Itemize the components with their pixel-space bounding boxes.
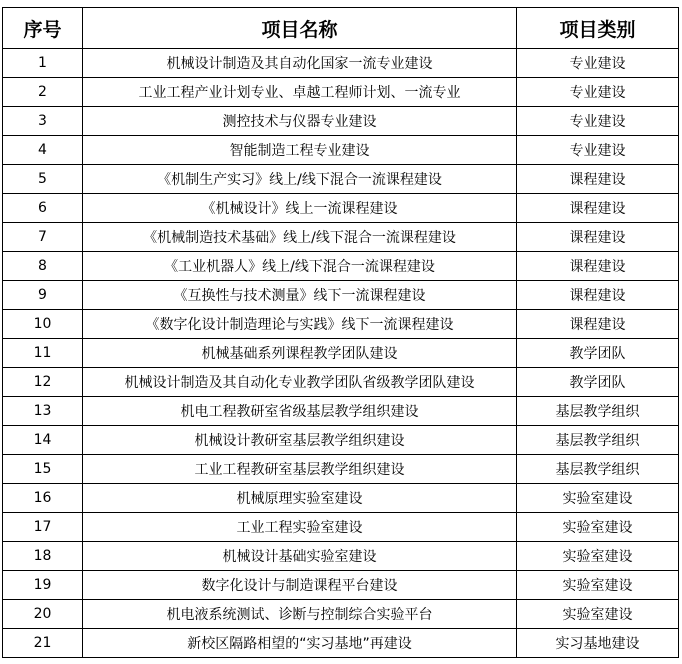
cell-project-category: 实验室建设: [517, 513, 679, 542]
table-row: [3, 136, 679, 165]
cell-project-category: 基层教学组织: [517, 426, 679, 455]
cell-project-name: 工业工程教研室基层教学组织建设: [83, 455, 517, 484]
cell-project-category: 课程建设: [517, 165, 679, 194]
cell-project-category: 基层教学组织: [517, 397, 679, 426]
cell-serial-number: 1: [3, 49, 83, 78]
cell-project-name: 机电液系统测试、诊断与控制综合实验平台: [83, 600, 517, 629]
cell-project-name: 《机械制造技术基础》线上/线下混合一流课程建设: [83, 223, 517, 252]
cell-project-name: 智能制造工程专业建设: [83, 136, 517, 165]
cell-project-name: 《数字化设计制造理论与实践》线下一流课程建设: [83, 310, 517, 339]
cell-project-category: 实验室建设: [517, 542, 679, 571]
table-row: [3, 223, 679, 252]
cell-serial-number: 6: [3, 194, 83, 223]
cell-serial-number: 12: [3, 368, 83, 397]
cell-project-name: 《互换性与技术测量》线下一流课程建设: [83, 281, 517, 310]
cell-serial-number: 5: [3, 165, 83, 194]
cell-project-name: 机械原理实验室建设: [83, 484, 517, 513]
header-project-name: 项目名称: [83, 8, 517, 49]
cell-project-name: 机电工程教研室省级基层教学组织建设: [83, 397, 517, 426]
cell-project-name: 机械设计制造及其自动化专业教学团队省级教学团队建设: [83, 368, 517, 397]
cell-project-name: 工业工程实验室建设: [83, 513, 517, 542]
cell-serial-number: 10: [3, 310, 83, 339]
cell-project-category: 教学团队: [517, 368, 679, 397]
cell-serial-number: 15: [3, 455, 83, 484]
table-row: [3, 252, 679, 281]
table-row: [3, 107, 679, 136]
table-row: [3, 165, 679, 194]
table-row: [3, 426, 679, 455]
table-header-row: [3, 8, 679, 49]
cell-project-name: 《机制生产实习》线上/线下混合一流课程建设: [83, 165, 517, 194]
cell-project-name: 工业工程产业计划专业、卓越工程师计划、一流专业: [83, 78, 517, 107]
cell-project-category: 专业建设: [517, 136, 679, 165]
table-row: [3, 397, 679, 426]
table-row: [3, 310, 679, 339]
cell-project-category: 基层教学组织: [517, 455, 679, 484]
cell-serial-number: 8: [3, 252, 83, 281]
cell-serial-number: 4: [3, 136, 83, 165]
cell-project-category: 专业建设: [517, 49, 679, 78]
table-row: [3, 513, 679, 542]
cell-serial-number: 2: [3, 78, 83, 107]
cell-project-name: 数字化设计与制造课程平台建设: [83, 571, 517, 600]
cell-project-category: 专业建设: [517, 107, 679, 136]
table-row: [3, 49, 679, 78]
cell-project-category: 实习基地建设: [517, 629, 679, 658]
cell-serial-number: 20: [3, 600, 83, 629]
cell-project-name: 测控技术与仪器专业建设: [83, 107, 517, 136]
cell-serial-number: 9: [3, 281, 83, 310]
cell-project-category: 专业建设: [517, 78, 679, 107]
cell-serial-number: 16: [3, 484, 83, 513]
header-project-category: 项目类别: [517, 8, 679, 49]
cell-project-category: 课程建设: [517, 252, 679, 281]
cell-project-name: 新校区隔路相望的“实习基地”再建设: [83, 629, 517, 658]
table-row: [3, 629, 679, 658]
cell-serial-number: 7: [3, 223, 83, 252]
cell-project-category: 课程建设: [517, 223, 679, 252]
cell-serial-number: 14: [3, 426, 83, 455]
table-row: [3, 484, 679, 513]
table-row: [3, 194, 679, 223]
table-row: [3, 339, 679, 368]
table-row: [3, 78, 679, 107]
cell-project-category: 实验室建设: [517, 600, 679, 629]
cell-project-name: 机械设计制造及其自动化国家一流专业建设: [83, 49, 517, 78]
header-serial-number: 序号: [3, 8, 83, 49]
cell-serial-number: 3: [3, 107, 83, 136]
cell-serial-number: 13: [3, 397, 83, 426]
cell-project-name: 机械设计基础实验室建设: [83, 542, 517, 571]
cell-project-category: 课程建设: [517, 194, 679, 223]
table-row: [3, 600, 679, 629]
cell-serial-number: 17: [3, 513, 83, 542]
cell-project-name: 《工业机器人》线上/线下混合一流课程建设: [83, 252, 517, 281]
cell-project-category: 课程建设: [517, 310, 679, 339]
cell-serial-number: 18: [3, 542, 83, 571]
cell-project-category: 教学团队: [517, 339, 679, 368]
cell-serial-number: 11: [3, 339, 83, 368]
table-row: [3, 542, 679, 571]
cell-serial-number: 19: [3, 571, 83, 600]
project-table: [2, 7, 679, 658]
table-row: [3, 281, 679, 310]
cell-project-category: 课程建设: [517, 281, 679, 310]
cell-serial-number: 21: [3, 629, 83, 658]
cell-project-category: 实验室建设: [517, 571, 679, 600]
table-row: [3, 455, 679, 484]
cell-project-name: 《机械设计》线上一流课程建设: [83, 194, 517, 223]
table-row: [3, 368, 679, 397]
cell-project-category: 实验室建设: [517, 484, 679, 513]
cell-project-name: 机械设计教研室基层教学组织建设: [83, 426, 517, 455]
table-row: [3, 571, 679, 600]
cell-project-name: 机械基础系列课程教学团队建设: [83, 339, 517, 368]
